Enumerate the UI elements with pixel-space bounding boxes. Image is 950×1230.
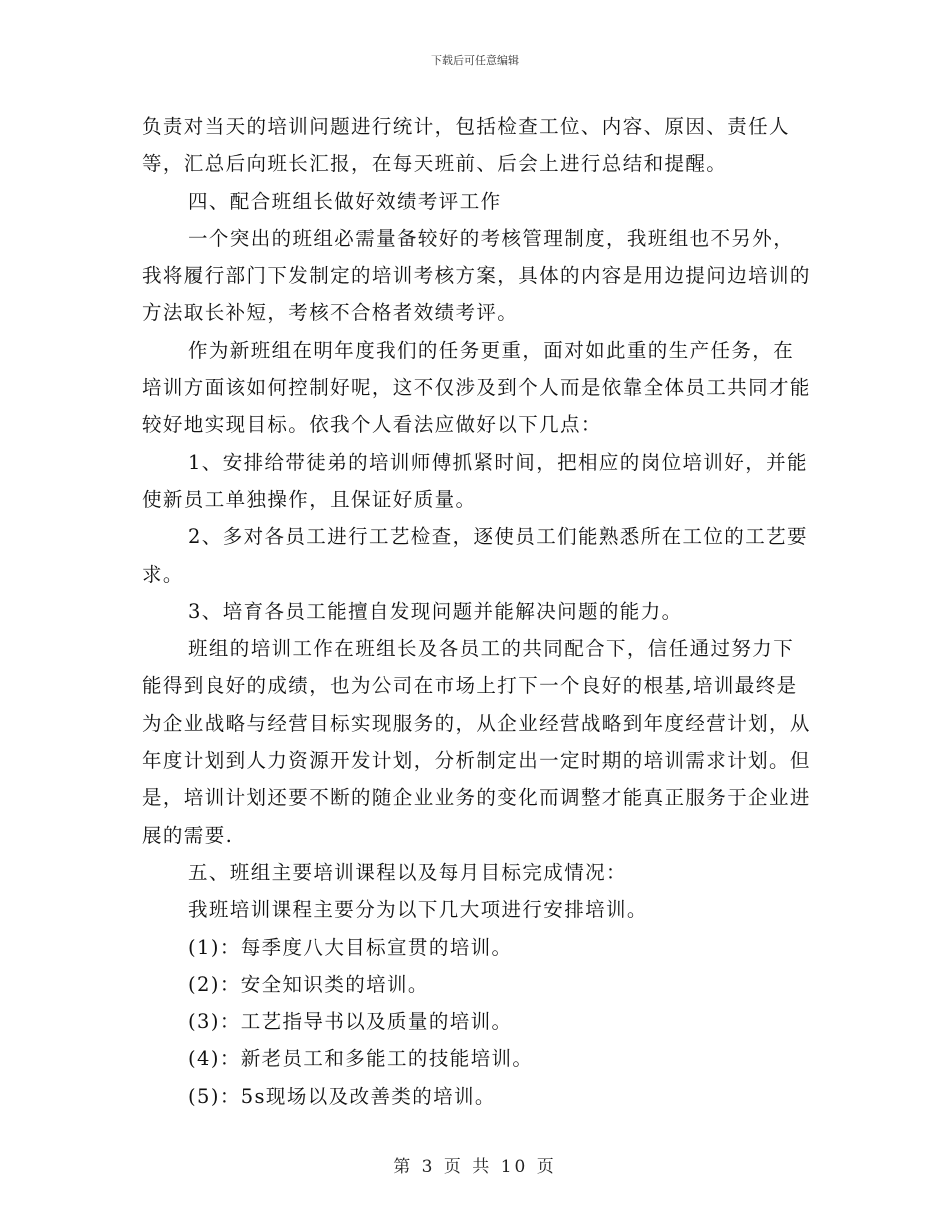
course-item: (4)：新老员工和多能工的技能培训。 [188,1047,534,1071]
document-body [142,108,814,1115]
page-number: 第 3 页 共 10 页 [393,1157,557,1177]
paragraph-point-1: 1、安排给带徒弟的培训师傅抓紧时间，把相应的岗位培训好，并能使新员工单独操作，且保证好质量。 [142,450,808,511]
paragraph-courses-intro: 我班培训课程主要分为以下几大项进行安排培训。 [188,898,648,922]
paragraph-point-2: 2、多对各员工进行工艺检查，逐使员工们能熟悉所在工位的工艺要求。 [142,525,808,586]
course-item: (1)：每季度八大目标宣贯的培训。 [188,935,513,959]
paragraph-point-3: 3、培育各员工能擅自发现问题并能解决问题的能力。 [188,599,683,623]
course-item: (2)：安全知识类的培训。 [188,972,429,996]
paragraph-statistics: 负责对当天的培训问题进行统计，包括检查工位、内容、原因、责任人等，汇总后向班长汇报，在每天班前、后会上进行总结和提醒。 [142,115,790,176]
paragraph-new-team: 作为新班组在明年度我们的任务更重，面对如此重的生产任务，在培训方面该如何控制好呢，这不仅涉及到个人而是依靠全体员工共同才能较好地实现目标。依我个人看法应做好以下几点： [142,338,811,437]
header-note: 下载后可任意编辑 [431,54,519,67]
paragraph-summary: 班组的培训工作在班组长及各员工的共同配合下，信任通过努力下能得到良好的成绩，也为公司在市场上打下一个良好的根基,培训最终是为企业战略与经营目标实现服务的，从企业经营战略到年度经营计划，从年度计划到人力资源开发计划，分析制定出一定时期的培训需求计划。但是，培训计划还要不断的随企业业务的变化而调整才能真正服务于企业进展的需要. [142,637,811,847]
section-heading-5: 五、班组主要培训课程以及每月目标完成情况： [188,860,627,884]
course-item: (5)：5s现场以及改善类的培训。 [188,1084,496,1108]
paragraph-assessment: 一个突出的班组必需量备较好的考核管理制度，我班组也不另外，我将履行部门下发制定的培训考核方案，具体的内容是用边提问边培训的方法取长补短，考核不合格者效绩考评。 [142,226,811,325]
course-item: (3)：工艺指导书以及质量的培训。 [188,1010,513,1034]
section-heading-4: 四、配合班组长做好效绩考评工作 [188,189,502,213]
